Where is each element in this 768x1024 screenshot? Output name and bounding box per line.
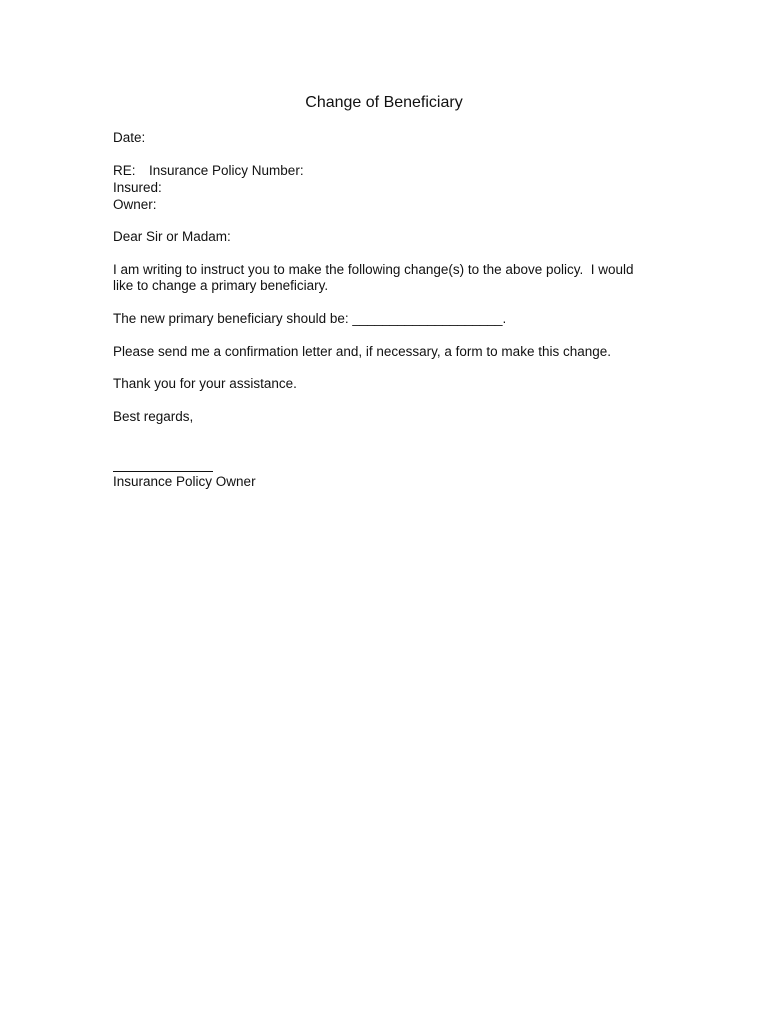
signature-caption: Insurance Policy Owner: [113, 474, 256, 489]
thanks-line: Thank you for your assistance.: [113, 376, 297, 391]
date-label: Date:: [113, 130, 146, 145]
owner-label: Owner:: [113, 197, 157, 212]
insured-label: Insured:: [113, 180, 162, 195]
page-title: Change of Beneficiary: [305, 94, 463, 111]
policy-number-label: Insurance Policy Number:: [149, 163, 304, 178]
re-label: RE:: [113, 163, 136, 178]
confirmation-request: Please send me a confirmation letter and, if necessary, a form to make this change.: [113, 344, 611, 359]
paragraph-line-1: I am writing to instruct you to make the following change(s) to the above policy. I would: [113, 262, 634, 277]
salutation: Dear Sir or Madam:: [113, 229, 231, 244]
re-line: [113, 162, 304, 179]
paragraph-line-2: like to change a primary beneficiary.: [113, 278, 329, 293]
new-beneficiary-line: The new primary beneficiary should be: ____________________.: [113, 311, 507, 326]
signature-line: [113, 471, 213, 472]
closing: Best regards,: [113, 409, 194, 424]
